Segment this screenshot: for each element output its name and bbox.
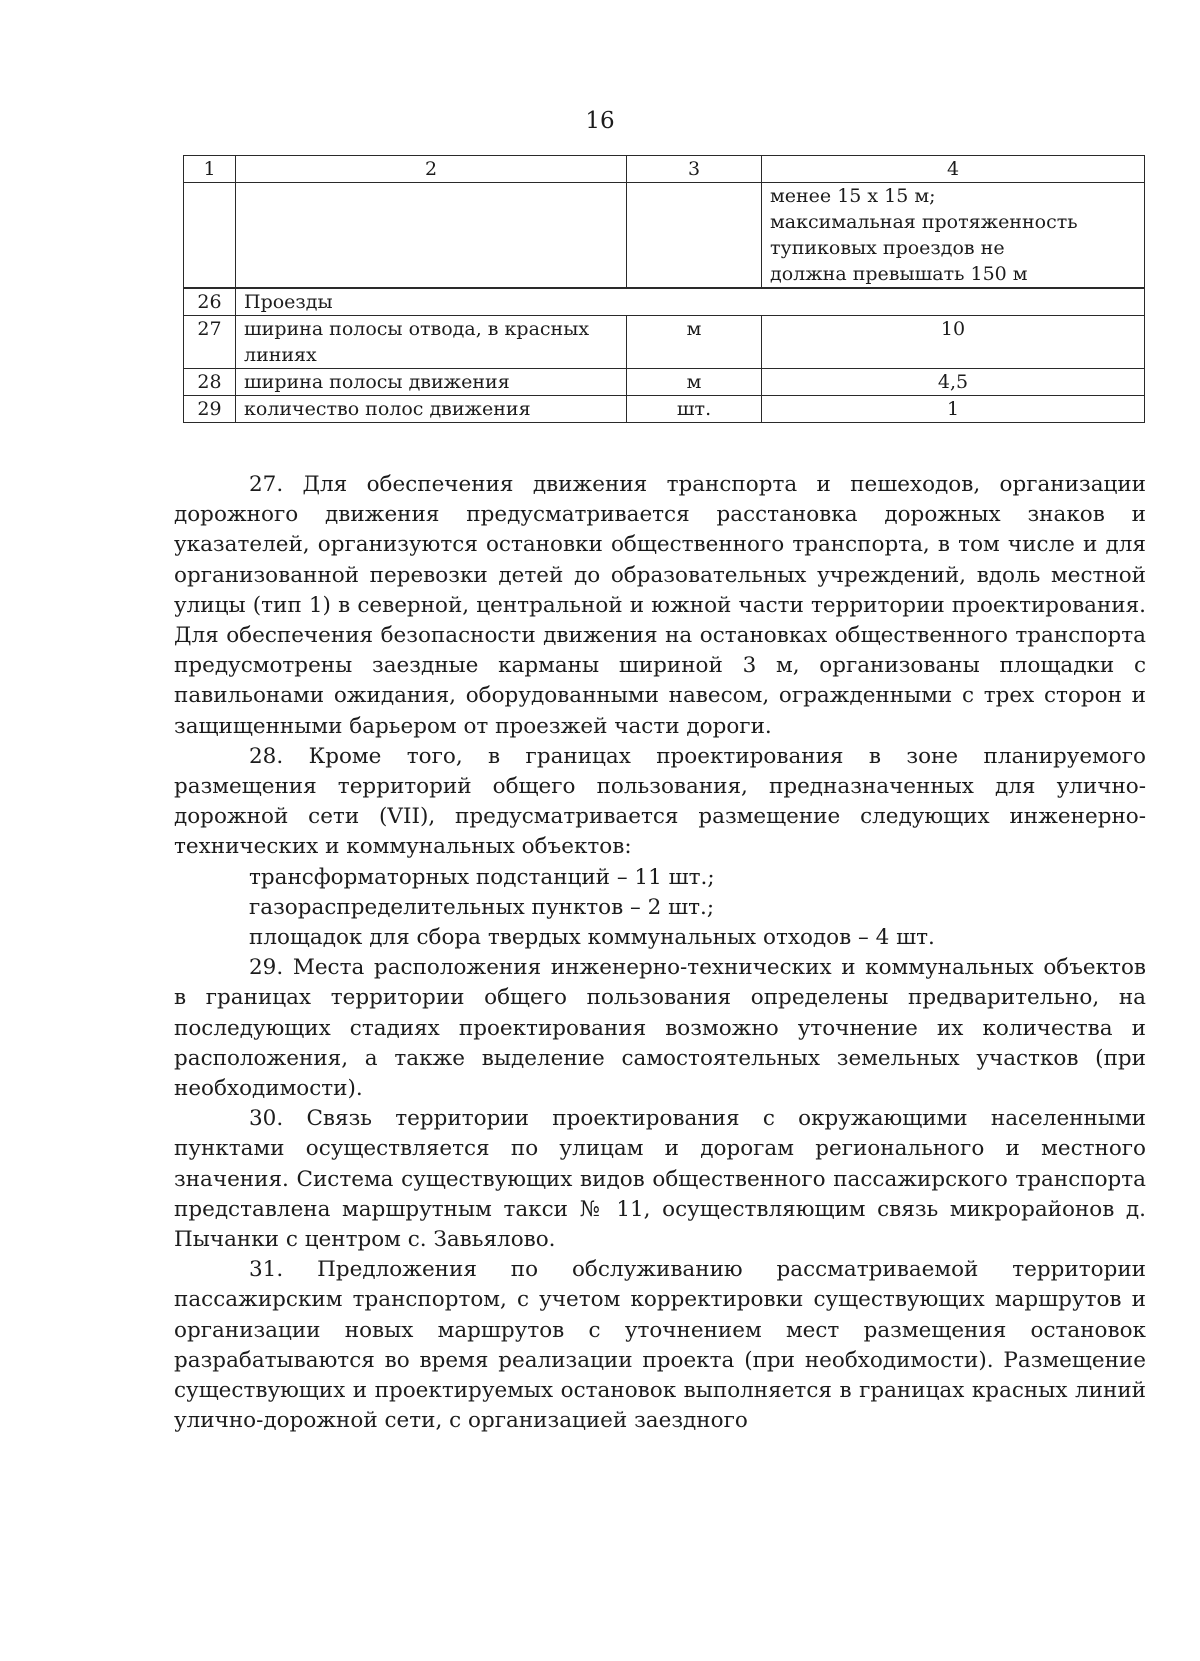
table-cell xyxy=(627,183,762,288)
table-row xyxy=(184,369,1145,396)
continuation-text-cell xyxy=(762,183,1145,288)
unit-cell: м xyxy=(627,316,762,369)
list-item: газораспределительных пунктов – 2 шт.; xyxy=(249,894,715,920)
value-cell: 10 xyxy=(762,316,1145,369)
header-cell: 4 xyxy=(762,156,1145,183)
header-cell: 2 xyxy=(236,156,627,183)
row-number: 28 xyxy=(184,369,236,396)
section-title: Проезды xyxy=(236,289,1145,316)
parameter-name: ширина полосы отвода, в красных линиях xyxy=(236,316,627,369)
unit-cell: шт. xyxy=(627,396,762,423)
section-row xyxy=(184,289,1145,316)
paragraph-29: 29. Места расположения инженерно-технических и коммунальных объектов в границах территории общего пользования определены предварительно, на последующих стадиях проектирования возможно уточнение их количества и расположения, а также выделение самостоятельных земельных участков (при необходимости). xyxy=(174,955,1146,1102)
continuation-line: максимальная протяженность xyxy=(770,211,1078,233)
table-row xyxy=(184,316,1145,369)
row-number: 29 xyxy=(184,396,236,423)
continuation-line: тупиковых проездов не xyxy=(770,237,1005,259)
continuation-row xyxy=(184,183,1145,288)
continuation-line: должна превышать 150 м xyxy=(770,263,1028,285)
value-cell: 1 xyxy=(762,396,1145,423)
parameters-table xyxy=(183,155,1145,423)
table-cell xyxy=(184,183,236,288)
table-cell xyxy=(236,183,627,288)
row-number: 26 xyxy=(184,289,236,316)
list-item: площадок для сбора твердых коммунальных отходов – 4 шт. xyxy=(249,925,935,951)
unit-cell: м xyxy=(627,369,762,396)
paragraph-27: 27. Для обеспечения движения транспорта и пешеходов, организации дорожного движения предусматривается расстановка дорожных знаков и указателей, организуются остановки общественного транспорта, в том числе и для организованной перевозки детей до образовательных учреждений, вдоль местной улицы (тип 1) в северной, центральной и южной части территории проектирования. Для обеспечения безопасности движения на остановках общественного транспорта предусмотрены заездные карманы шириной 3 м, организованы площадки с павильонами ожидания, оборудованными навесом, огражденными с трех сторон и защищенными барьером от проезжей части дороги. xyxy=(174,472,1146,739)
paragraph-28: 28. Кроме того, в границах проектирования в зоне планируемого размещения территорий общего пользования, предназначенных для улично-дорожной сети (VII), предусматривается размещение следующих инженерно-технических и коммунальных объектов: xyxy=(174,743,1146,860)
document-body xyxy=(174,470,1146,1437)
header-cell: 1 xyxy=(184,156,236,183)
list-item: трансформаторных подстанций – 11 шт.; xyxy=(249,864,715,890)
paragraph-30: 30. Связь территории проектирования с окружающими населенными пунктами осуществляется по улицам и дорогам регионального и местного значения. Система существующих видов общественного пассажирского транспорта представлена маршрутным такси № 11, осуществляющим связь микрорайонов д. Пычанки с центром с. Завьялово. xyxy=(174,1106,1146,1253)
value-cell: 4,5 xyxy=(762,369,1145,396)
parameter-name: количество полос движения xyxy=(236,396,627,423)
page-number: 16 xyxy=(585,108,615,134)
row-number: 27 xyxy=(184,316,236,369)
continuation-line: менее 15 х 15 м; xyxy=(770,185,936,207)
table-row xyxy=(184,396,1145,423)
paragraph-31: 31. Предложения по обслуживанию рассматриваемой территории пассажирским транспортом, с учетом корректировки существующих маршрутов и организации новых маршрутов с уточнением мест размещения остановок разрабатываются во время реализации проекта (при необходимости). Размещение существующих и проектируемых остановок выполняется в границах красных линий улично-дорожной сети, с организацией заездного xyxy=(174,1257,1146,1434)
table-header-row xyxy=(184,156,1145,183)
header-cell: 3 xyxy=(627,156,762,183)
parameter-name: ширина полосы движения xyxy=(236,369,627,396)
